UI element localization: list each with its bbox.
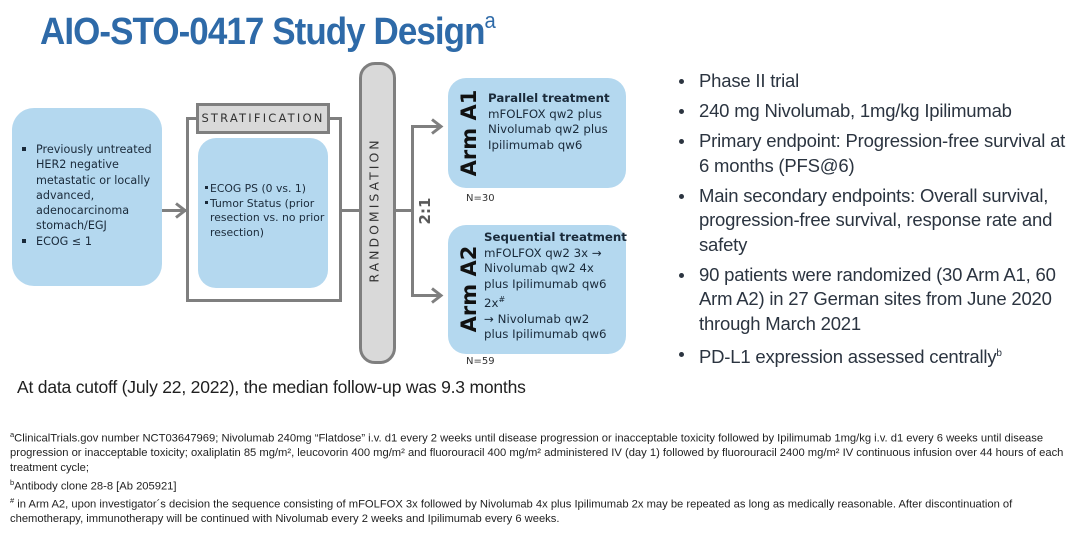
footnote-marker: b xyxy=(996,347,1002,359)
arm-a1-box xyxy=(448,78,626,188)
title-footnote-marker: a xyxy=(484,8,496,33)
bullet-icon xyxy=(679,109,684,114)
stratification-item: ECOG PS (0 vs. 1) xyxy=(205,182,327,197)
arm-a1-content: Parallel treatment mFOLFOX qw2 plus Nivolumab qw2 plus Ipilimumab qw6 xyxy=(488,91,610,152)
eligibility-list xyxy=(22,142,158,249)
bullet-icon xyxy=(679,352,684,357)
summary-bullet: Main secondary endpoints: Overall survival, progression-free survival, response rate and safety xyxy=(676,184,1076,258)
eligibility-box xyxy=(12,108,162,286)
eligibility-item: Previously untreated HER2 negative metastatic or locally advanced, adenocarcinoma stomach/EGJ xyxy=(22,142,158,234)
connector-line xyxy=(393,209,413,212)
arm-a2-heading: Sequential treatment xyxy=(484,230,627,244)
bullet-icon xyxy=(679,79,684,84)
arm-a2-sample-size: N=59 xyxy=(466,356,495,367)
footnotes xyxy=(10,428,1075,527)
eligibility-item: ECOG ≤ 1 xyxy=(22,234,158,249)
arrow-right-icon xyxy=(430,287,444,304)
bullet-icon xyxy=(679,194,684,199)
randomisation-ratio: 2:1 xyxy=(416,197,434,225)
connector-line xyxy=(339,209,361,212)
footnote-b: $^b$Antibody clone 28-8 [Ab 205921] xyxy=(10,477,177,493)
arm-a2-box xyxy=(448,225,626,354)
footnote-hash: # in Arm A2, upon investigator´s decision the sequence consisting of mFOLFOX 3x followed by Nivolumab 4x plus Ipilimumab 2x may be repeated as long as medically reasonable. After discontinuation of chemotherapy, immunotherapy will be continued with Nivolumab every 2 weeks and Ipilimumab every 6 weeks. xyxy=(10,495,1013,526)
stratification-box xyxy=(198,138,328,288)
slide-title xyxy=(40,8,496,54)
square-bullet-icon xyxy=(205,201,208,204)
summary-bullet: Phase II trial xyxy=(676,69,1076,94)
arm-a1-sample-size: N=30 xyxy=(466,193,495,204)
square-bullet-icon xyxy=(205,186,208,189)
study-summary-list xyxy=(676,69,1076,375)
summary-bullet: 90 patients were randomized (30 Arm A1, 60 Arm A2) in 27 German sites from June 2020 through March 2021 xyxy=(676,263,1076,337)
summary-bullet: 240 mg Nivolumab, 1mg/kg Ipilimumab xyxy=(676,99,1076,124)
stratification-item: Tumor Status (prior resection vs. no prior resection) xyxy=(205,197,327,241)
arm-a2-content: Sequential treatment mFOLFOX qw2 3x → Nivolumab qw2 4x plus Ipilimumab qw6 2x# → Nivolumab qw2 plus Ipilimumab qw6 xyxy=(484,230,627,342)
summary-bullet: PD-L1 expression assessed centrally$^b$ xyxy=(676,342,1076,370)
summary-bullet: Primary endpoint: Progression-free survival at 6 months (PFS@6) xyxy=(676,129,1076,178)
arrow-right-icon xyxy=(430,118,444,135)
square-bullet-icon xyxy=(22,147,26,151)
slide-title-text: AIO-STO-0417 Study Design xyxy=(40,11,485,53)
split-connector-line xyxy=(411,125,414,297)
arm-a2-label: Arm A2 xyxy=(457,245,481,333)
bullet-icon xyxy=(679,139,684,144)
footnote-a: $^a$ClinicalTrials.gov number NCT03647969; Nivolumab 240mg “Flatdose” i.v. d1 every 2 weeks until disease progression or inacceptable toxicity followed by Ipilimumab 1mg/kg i.v. d1 every 6 weeks until disease progression or inacceptable toxicity; oxaliplatin 85 mg/m², leucovorin 400 mg/m² and fluorouracil 400 mg/m² administered IV (day 1) followed by fluorouracil 2400 mg/m² IV continuous infusion over 44 hours of each treatment cycle; xyxy=(10,430,1064,474)
data-cutoff-note: At data cutoff (July 22, 2022), the median follow-up was 9.3 months xyxy=(17,377,526,397)
square-bullet-icon xyxy=(22,239,26,243)
stratification-list xyxy=(205,182,327,240)
arm-a1-heading: Parallel treatment xyxy=(488,91,610,105)
footnote-marker: # xyxy=(498,295,506,305)
bullet-icon xyxy=(679,273,684,278)
randomisation-label: RANDOMISATION xyxy=(366,137,382,283)
arm-a1-label: Arm A1 xyxy=(457,89,481,177)
stratification-label: STRATIFICATION xyxy=(196,103,330,134)
